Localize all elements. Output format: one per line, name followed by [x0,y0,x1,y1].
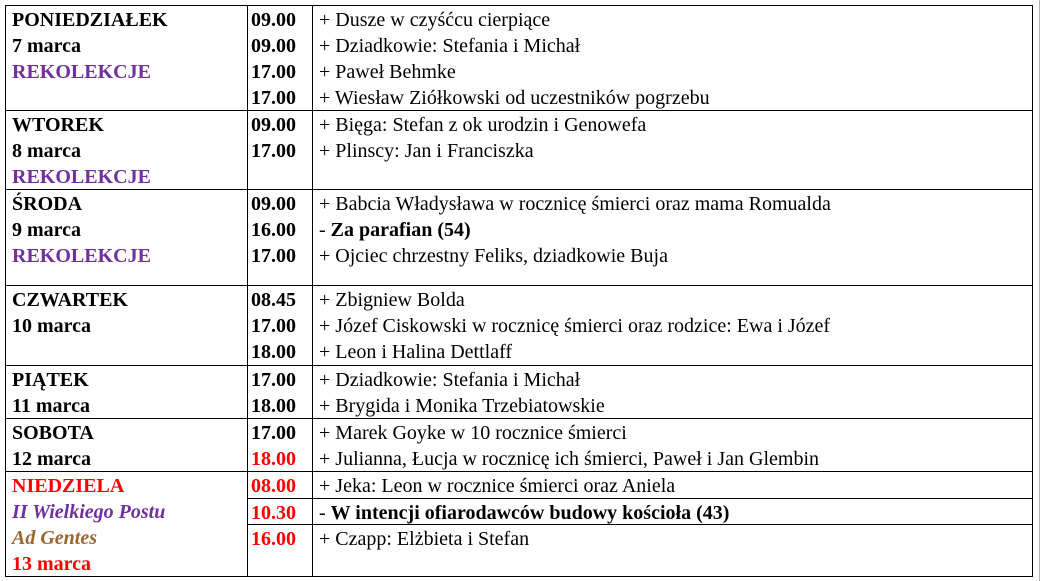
mass-intention: + Dziadkowie: Stefania i Michał [319,369,581,391]
mass-time: 16.00 [251,219,296,241]
mass-time: 17.00 [251,422,296,444]
time-cell [248,6,313,111]
day-cell [6,6,248,111]
time-cell [248,366,313,419]
day-label: 12 marca [12,448,92,470]
mass-time: 18.00 [251,448,296,470]
mass-time: 17.00 [251,369,296,391]
mass-intention: + Bięga: Stefan z ok urodzin i Genowefa [319,114,647,136]
page-edge-guide [1039,0,1040,581]
mass-intention: + Brygida i Monika Trzebiatowskie [319,395,605,417]
day-label: II Wielkiego Postu [12,501,166,523]
mass-intention [313,498,1032,524]
mass-intention: + Dusze w czyśćcu cierpiące [319,9,551,31]
day-cell [6,190,248,286]
mass-intention: + Wiesław Ziółkowski od uczestników pogrzebu [319,87,710,109]
intention-text: Za parafian (54) [330,219,471,241]
day-name: PIĄTEK [12,369,89,391]
day-row [6,286,1033,366]
mass-intention: + Marek Goyke w 10 rocznice śmierci [319,422,627,444]
intention-cell [313,190,1033,286]
time-cell [248,419,313,472]
day-cell [6,286,248,366]
intention-cell [313,286,1033,366]
mass-time: 17.00 [251,140,296,162]
day-label: 8 marca [12,140,82,162]
intention-cell [313,111,1033,190]
day-label: 11 marca [12,395,90,417]
day-name: SOBOTA [12,422,94,444]
day-name: PONIEDZIAŁEK [12,9,168,31]
mass-intention [313,216,1032,242]
mass-intention: + Julianna, Łucja w rocznicę ich śmierci, Paweł i Jan Glembin [319,448,820,470]
mass-time: 08.00 [251,475,296,497]
day-label: 7 marca [12,35,82,57]
day-name: NIEDZIELA [12,475,125,497]
day-row [6,419,1033,472]
day-name: CZWARTEK [12,289,128,311]
intention-prefix: - [319,219,331,241]
mass-intention: + Plinscy: Jan i Franciszka [319,140,534,162]
day-row [6,366,1033,419]
mass-time: 09.00 [251,9,296,31]
day-row [6,190,1033,286]
day-label: 9 marca [12,219,82,241]
mass-time: 18.00 [251,395,296,417]
mass-time: 09.00 [251,35,296,57]
mass-time: 09.00 [251,114,296,136]
time-cell [248,472,313,577]
day-cell [6,111,248,190]
intention-text: W intencji ofiarodawców budowy kościoła (43) [330,502,730,524]
mass-intentions-table [5,5,1033,577]
day-row [6,472,1033,577]
mass-intention: + Czapp: Elżbieta i Stefan [313,524,1032,550]
mass-time: 17.00 [251,87,296,109]
intention-cell [313,419,1033,472]
mass-intention: + Paweł Behmke [319,61,456,83]
day-cell [6,472,248,577]
intention-prefix: - [319,502,331,524]
intention-cell [313,366,1033,419]
mass-time: 08.45 [251,289,296,311]
mass-intention: + Zbigniew Bolda [319,289,465,311]
day-cell [6,419,248,472]
day-label: REKOLEKCJE [12,245,151,267]
day-label: Ad Gentes [12,527,97,549]
mass-intention: + Babcia Władysława w rocznicę śmierci oraz mama Romualda [319,193,831,215]
intention-cell [313,472,1033,577]
mass-time: 17.00 [251,315,296,337]
day-row [6,111,1033,190]
day-cell [6,366,248,419]
mass-time: 17.00 [251,245,296,267]
intention-cell [313,6,1033,111]
day-row [6,6,1033,111]
mass-time: 09.00 [251,193,296,215]
time-cell [248,111,313,190]
mass-intention: + Leon i Halina Dettlaff [319,341,513,363]
day-label: REKOLEKCJE [12,61,151,83]
day-label: 10 marca [12,315,92,337]
mass-time: 10.30 [248,498,312,524]
mass-time: 17.00 [251,61,296,83]
day-label: 13 marca [12,553,92,575]
time-cell [248,190,313,286]
mass-time: 16.00 [248,524,312,550]
mass-intention: + Jeka: Leon w rocznice śmierci oraz Aniela [319,475,676,497]
mass-intention: + Józef Ciskowski w rocznicę śmierci oraz rodzice: Ewa i Józef [319,315,831,337]
mass-time: 18.00 [251,341,296,363]
day-label: REKOLEKCJE [12,166,151,188]
mass-intention: + Dziadkowie: Stefania i Michał [319,35,581,57]
time-cell [248,286,313,366]
mass-intention: + Ojciec chrzestny Feliks, dziadkowie Buja [319,245,668,267]
day-name: WTOREK [12,114,104,136]
day-name: ŚRODA [12,193,83,215]
